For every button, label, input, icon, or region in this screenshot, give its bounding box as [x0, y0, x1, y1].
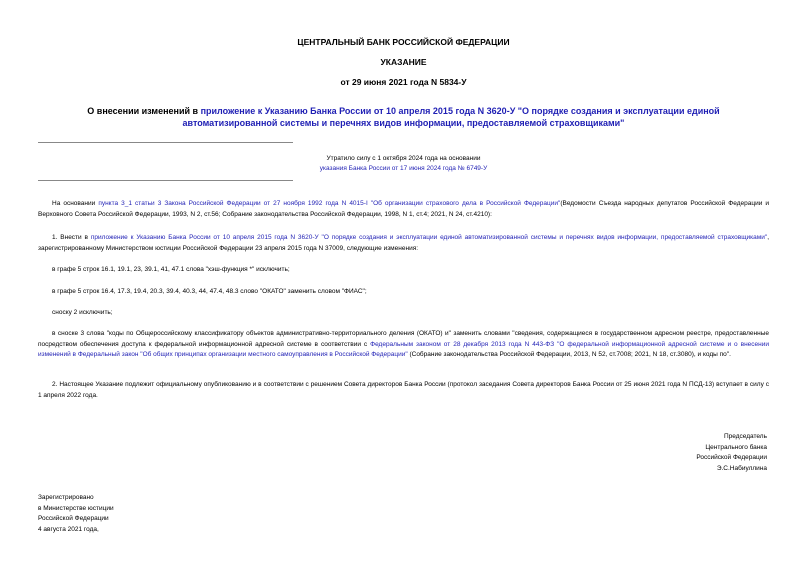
- change-2: в графе 5 строк 16.4, 17.3, 19.4, 20.3, 39.4, 40.3, 44, 47.4, 48.3 слово "ОКАТО" заменить словом "ФИАС";: [52, 288, 367, 295]
- change-3: сноску 2 исключить;: [52, 309, 113, 316]
- signature-line-2: Центрального банка: [705, 443, 767, 451]
- document-date-number: от 29 июня 2021 года N 5834-У: [340, 77, 467, 87]
- signature-block: [567, 432, 767, 474]
- lost-force-link[interactable]: указания Банка России от 17 июня 2024 года № 6749-У: [319, 165, 488, 172]
- title-prefix: О внесении изменений в: [87, 106, 201, 116]
- change-4-text-1: в сноске 3 слова "коды по Общероссийскому классификатору объектов административно-территориального деления (ОКАТО) и" заменить словами "сведения, содержащиеся в государственном адресном реестре, предоставленные посредством обеспечения доступа к федеральной информационной адресной системе в соответствии с: [38, 330, 769, 348]
- divider-bottom: [38, 180, 293, 181]
- divider-top: [38, 142, 293, 143]
- registration-line-2: в Министерстве юстиции: [38, 504, 114, 512]
- change-4-text-2: (Собрание законодательства Российской Федерации, 2013, N 52, ст.7008; 2021, N 18, ст.3080), и коды по".: [407, 351, 731, 358]
- signature-name: Э.С.Набиуллина: [716, 464, 767, 472]
- registration-line-3: Российской Федерации: [38, 515, 109, 522]
- signature-line-3: Российской Федерации: [696, 454, 767, 461]
- preamble-text-1: На основании: [52, 200, 99, 207]
- change-4-law-link[interactable]: Федеральным законом от 28 декабря 2013 года N 443-ФЗ "О федеральной информационной адресной системе и о внесении изменений в Федеральный закон "Об общих принципах организации местного самоуправления в Российской Федерации": [38, 340, 769, 358]
- preamble-law-link[interactable]: пункта 3_1 статьи 3 Закона Российской Федерации от 27 ноября 1992 года N 4015-I "Об организации страхового дела в Российской Федерации": [98, 200, 561, 207]
- registration-line-1: Зарегистрировано: [38, 494, 94, 501]
- lost-force-line1: Утратило силу с 1 октября 2024 года на основании: [326, 155, 481, 162]
- signature-line-1: Председатель: [723, 433, 767, 440]
- item-2-paragraph: 2. Настоящее Указание подлежит официальному опубликованию и в соответствии с решением Совета директоров Банка России (протокол заседания Совета директоров Банка России от 25 июня 2021 года N ПСД-13) вступает в силу с 1 апреля 2022 года.: [38, 381, 769, 399]
- lost-force-note: [0, 154, 807, 174]
- registration-block: [38, 493, 238, 535]
- item-1-text-2: , зарегистрированному Министерством юстиции Российской Федерации 23 апреля 2015 года N 37009, следующие изменения:: [38, 234, 769, 252]
- registration-date: 4 августа 2021 года,: [38, 525, 99, 533]
- document-title: [40, 105, 767, 129]
- preamble-text-2: (Ведомости Съезда народных депутатов Российской Федерации и Верховного Совета Российской Федерации, 1993, N 2, ст.56; Собрание законодательства Российской Федерации, 1998, N 1, ст.4; 2021, N 24, ст.4210):: [38, 200, 769, 218]
- item-1-link[interactable]: приложение к Указанию Банка России от 10 апреля 2015 года N 3620-У "О порядке создания и эксплуатации единой автоматизированной системы и перечнях видов информации, предоставляемой страховщиками": [90, 234, 768, 241]
- change-4: [38, 329, 769, 361]
- org-name: ЦЕНТРАЛЬНЫЙ БАНК РОССИЙСКОЙ ФЕДЕРАЦИИ: [297, 37, 510, 47]
- document-type: УКАЗАНИЕ: [380, 57, 427, 67]
- preamble-paragraph: [38, 199, 769, 220]
- change-1: в графе 5 строк 16.1, 19.1, 23, 39.1, 41, 47.1 слова "хэш-функция *" исключить;: [52, 266, 290, 273]
- item-1-text-1: 1. Внести в: [52, 234, 91, 241]
- title-link[interactable]: приложение к Указанию Банка России от 10 апреля 2015 года N 3620-У "О порядке создания и эксплуатации единой автоматизированной системы и перечнях видов информации, предоставляемой страховщиками": [182, 106, 720, 128]
- item-1-paragraph: [38, 233, 769, 254]
